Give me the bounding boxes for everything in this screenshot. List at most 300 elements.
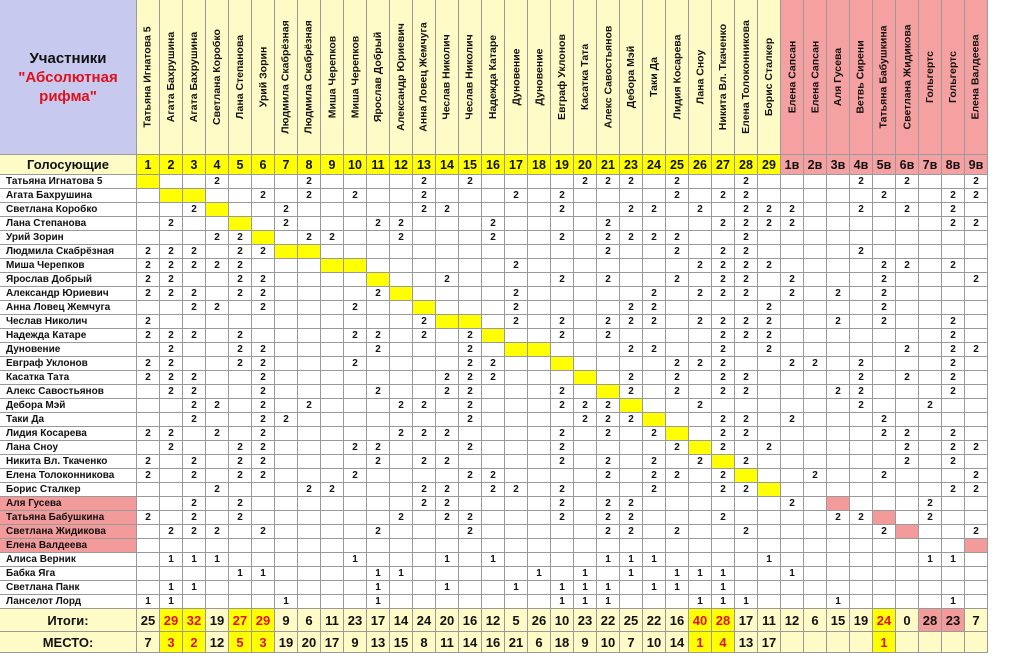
place-cell: 18 [551, 632, 574, 653]
vote-cell [666, 329, 689, 343]
vote-cell [459, 203, 482, 217]
total-cell: 19 [850, 609, 873, 632]
vote-cell [919, 259, 942, 273]
row-voter-name: Елена Толоконникова [0, 469, 137, 483]
vote-cell [804, 301, 827, 315]
vote-cell: 2 [229, 273, 252, 287]
vote-cell [965, 497, 988, 511]
vote-cell: 2 [781, 273, 804, 287]
place-cell [850, 632, 873, 653]
vote-cell: 1 [160, 581, 183, 595]
vote-cell [183, 217, 206, 231]
vote-cell: 2 [206, 259, 229, 273]
vote-cell [574, 441, 597, 455]
vote-cell [942, 399, 965, 413]
total-cell: 12 [482, 609, 505, 632]
vote-cell: 2 [183, 525, 206, 539]
vote-cell: 2 [712, 441, 735, 455]
vote-cell: 2 [712, 357, 735, 371]
vote-cell: 2 [597, 525, 620, 539]
vote-cell [873, 553, 896, 567]
vote-cell [275, 553, 298, 567]
column-header-name: Агата Бахрушина [188, 31, 200, 123]
vote-cell [689, 371, 712, 385]
vote-cell [137, 203, 160, 217]
total-cell: 12 [781, 609, 804, 632]
vote-cell [551, 567, 574, 581]
total-cell: 26 [528, 609, 551, 632]
vote-cell [850, 315, 873, 329]
vote-cell: 1 [160, 553, 183, 567]
total-cell: 23 [574, 609, 597, 632]
vote-cell [781, 469, 804, 483]
vote-cell [505, 567, 528, 581]
vote-cell [390, 525, 413, 539]
vote-cell [873, 399, 896, 413]
vote-cell [505, 329, 528, 343]
vote-cell [298, 287, 321, 301]
vote-cell: 2 [850, 385, 873, 399]
vote-cell: 2 [229, 497, 252, 511]
column-header-name: Татьяна Бабушкина [878, 25, 890, 129]
vote-cell [436, 469, 459, 483]
total-cell: 25 [137, 609, 160, 632]
vote-cell: 2 [689, 455, 712, 469]
vote-cell: 2 [781, 497, 804, 511]
vote-cell [666, 539, 689, 553]
vote-cell [620, 469, 643, 483]
vote-cell [781, 315, 804, 329]
vote-cell [551, 259, 574, 273]
vote-cell [597, 371, 620, 385]
vote-cell [459, 273, 482, 287]
vote-cell: 2 [850, 399, 873, 413]
vote-cell: 2 [896, 203, 919, 217]
vote-cell [321, 315, 344, 329]
vote-cell [919, 427, 942, 441]
vote-cell: 2 [896, 427, 919, 441]
row-voter-name: Надежда Катаре [0, 329, 137, 343]
vote-cell [206, 273, 229, 287]
vote-cell [505, 469, 528, 483]
total-cell: 16 [666, 609, 689, 632]
vote-cell [758, 245, 781, 259]
vote-cell [298, 469, 321, 483]
vote-cell [344, 273, 367, 287]
vote-cell [850, 273, 873, 287]
vote-cell: 2 [252, 399, 275, 413]
column-header-name: Ярослав Добрый [372, 31, 384, 123]
column-header [252, 0, 275, 155]
column-number: 17 [505, 155, 528, 175]
vote-cell [643, 273, 666, 287]
vote-cell [275, 259, 298, 273]
vote-cell: 2 [712, 273, 735, 287]
vote-cell: 2 [919, 511, 942, 525]
column-header-name: Татьяна Игнатова 5 [142, 26, 154, 128]
vote-cell [298, 497, 321, 511]
vote-cell: 2 [735, 245, 758, 259]
vote-cell [505, 511, 528, 525]
place-cell: 11 [436, 632, 459, 653]
vote-cell [551, 287, 574, 301]
vote-cell [229, 413, 252, 427]
column-header-name: Миша Черепков [326, 35, 339, 119]
vote-cell: 2 [827, 287, 850, 301]
vote-cell [804, 175, 827, 189]
column-header-name: Гольгертс [947, 50, 960, 104]
column-header [896, 0, 919, 155]
vote-cell [413, 581, 436, 595]
vote-cell: 2 [781, 203, 804, 217]
vote-cell [827, 455, 850, 469]
vote-cell [919, 175, 942, 189]
vote-cell [528, 441, 551, 455]
vote-cell [965, 567, 988, 581]
column-header [827, 0, 850, 155]
row-voter-name: Аля Гусева [0, 497, 137, 511]
vote-cell [137, 385, 160, 399]
vote-cell: 2 [597, 455, 620, 469]
vote-cell: 2 [436, 203, 459, 217]
vote-cell [666, 343, 689, 357]
vote-cell [873, 483, 896, 497]
vote-cell [758, 469, 781, 483]
vote-cell [965, 371, 988, 385]
vote-cell: 2 [275, 203, 298, 217]
vote-cell [160, 483, 183, 497]
vote-cell: 2 [735, 329, 758, 343]
vote-cell: 2 [850, 511, 873, 525]
column-header [321, 0, 344, 155]
vote-cell [505, 427, 528, 441]
vote-cell [505, 497, 528, 511]
vote-cell [321, 273, 344, 287]
vote-cell: 2 [137, 357, 160, 371]
vote-cell: 2 [367, 217, 390, 231]
vote-cell: 2 [620, 511, 643, 525]
vote-cell: 2 [597, 413, 620, 427]
vote-cell [413, 567, 436, 581]
vote-cell [321, 357, 344, 371]
vote-cell [137, 413, 160, 427]
vote-cell [850, 525, 873, 539]
vote-cell: 1 [689, 595, 712, 609]
vote-cell [620, 259, 643, 273]
vote-cell [344, 455, 367, 469]
vote-cell: 2 [252, 455, 275, 469]
vote-cell [367, 371, 390, 385]
vote-cell [666, 315, 689, 329]
vote-cell [367, 511, 390, 525]
vote-cell: 2 [643, 231, 666, 245]
total-cell: 32 [183, 609, 206, 632]
vote-cell: 2 [252, 357, 275, 371]
vote-cell [804, 497, 827, 511]
vote-cell: 2 [873, 301, 896, 315]
vote-cell [505, 455, 528, 469]
vote-cell [528, 483, 551, 497]
vote-cell: 2 [505, 287, 528, 301]
vote-cell [206, 287, 229, 301]
vote-cell: 2 [252, 427, 275, 441]
total-cell: 20 [436, 609, 459, 632]
vote-cell [528, 343, 551, 357]
vote-cell [735, 497, 758, 511]
vote-cell [896, 553, 919, 567]
vote-cell [482, 441, 505, 455]
column-number: 29 [758, 155, 781, 175]
vote-cell: 2 [758, 343, 781, 357]
place-cell: 16 [482, 632, 505, 653]
vote-cell: 2 [206, 483, 229, 497]
place-cell: 19 [275, 632, 298, 653]
vote-cell: 2 [965, 525, 988, 539]
vote-cell [367, 273, 390, 287]
vote-cell [827, 343, 850, 357]
vote-cell [827, 581, 850, 595]
vote-cell [919, 357, 942, 371]
vote-cell: 2 [643, 469, 666, 483]
row-voter-name: Александр Юриевич [0, 287, 137, 301]
vote-cell [206, 497, 229, 511]
vote-cell [666, 287, 689, 301]
column-header [482, 0, 505, 155]
vote-cell [758, 525, 781, 539]
vote-cell [505, 399, 528, 413]
vote-cell [804, 595, 827, 609]
column-number: 4в [850, 155, 873, 175]
vote-cell [528, 595, 551, 609]
vote-cell [528, 511, 551, 525]
vote-cell [758, 189, 781, 203]
vote-cell [942, 301, 965, 315]
vote-cell [689, 217, 712, 231]
vote-cell: 2 [252, 245, 275, 259]
vote-cell [298, 245, 321, 259]
total-cell: 0 [896, 609, 919, 632]
vote-cell [528, 329, 551, 343]
vote-cell [275, 245, 298, 259]
vote-cell: 1 [551, 595, 574, 609]
vote-cell [344, 287, 367, 301]
vote-cell [873, 595, 896, 609]
vote-cell: 2 [160, 329, 183, 343]
vote-cell [252, 483, 275, 497]
vote-cell [160, 469, 183, 483]
vote-cell: 2 [942, 441, 965, 455]
vote-cell [252, 315, 275, 329]
vote-cell [827, 469, 850, 483]
column-header-name: Лана Сноу [694, 49, 707, 105]
vote-cell: 2 [896, 441, 919, 455]
row-voter-name: Лидия Косарева [0, 427, 137, 441]
place-cell: 17 [758, 632, 781, 653]
row-voter-name: Светлана Коробко [0, 203, 137, 217]
vote-cell: 1 [597, 581, 620, 595]
column-number: 21 [597, 155, 620, 175]
vote-cell [919, 595, 942, 609]
vote-cell: 2 [183, 259, 206, 273]
vote-cell [344, 581, 367, 595]
vote-cell [482, 539, 505, 553]
vote-cell: 1 [436, 553, 459, 567]
vote-cell [505, 273, 528, 287]
vote-cell [229, 553, 252, 567]
vote-cell [873, 245, 896, 259]
vote-cell [965, 427, 988, 441]
column-number: 27 [712, 155, 735, 175]
vote-cell [781, 301, 804, 315]
vote-cell: 2 [896, 175, 919, 189]
column-number: 13 [413, 155, 436, 175]
vote-cell [528, 217, 551, 231]
place-cell [781, 632, 804, 653]
vote-cell: 2 [390, 217, 413, 231]
vote-cell: 2 [689, 399, 712, 413]
vote-cell [229, 399, 252, 413]
vote-cell: 2 [735, 175, 758, 189]
column-number: 7 [275, 155, 298, 175]
row-voter-name: Людмила Скабрёзная [0, 245, 137, 259]
vote-cell: 2 [551, 497, 574, 511]
vote-cell: 2 [551, 315, 574, 329]
vote-cell [735, 301, 758, 315]
vote-cell: 2 [459, 441, 482, 455]
vote-cell [413, 371, 436, 385]
vote-cell [965, 385, 988, 399]
vote-cell [482, 511, 505, 525]
vote-cell [919, 567, 942, 581]
vote-cell [804, 259, 827, 273]
column-header [712, 0, 735, 155]
vote-cell [528, 427, 551, 441]
vote-cell: 2 [781, 217, 804, 231]
vote-cell [827, 357, 850, 371]
vote-cell [896, 497, 919, 511]
vote-cell [643, 217, 666, 231]
vote-cell: 2 [873, 189, 896, 203]
vote-cell: 2 [666, 441, 689, 455]
vote-cell [344, 539, 367, 553]
total-cell: 17 [367, 609, 390, 632]
column-number: 23 [620, 155, 643, 175]
column-number: 1в [781, 155, 804, 175]
vote-cell [551, 245, 574, 259]
vote-cell: 2 [436, 497, 459, 511]
vote-cell [206, 455, 229, 469]
vote-cell [275, 301, 298, 315]
vote-cell [459, 455, 482, 469]
vote-cell [367, 315, 390, 329]
vote-cell [896, 525, 919, 539]
column-number: 11 [367, 155, 390, 175]
vote-cell [367, 413, 390, 427]
column-number: 3 [183, 155, 206, 175]
vote-cell [919, 329, 942, 343]
vote-cell [344, 511, 367, 525]
row-voter-name: Урий Зорин [0, 231, 137, 245]
vote-cell [965, 259, 988, 273]
column-header-name: Борис Сталкер [763, 37, 775, 117]
vote-cell [551, 217, 574, 231]
vote-cell: 2 [712, 511, 735, 525]
vote-cell [390, 203, 413, 217]
vote-cell [390, 175, 413, 189]
total-cell: 29 [160, 609, 183, 632]
vote-cell [390, 315, 413, 329]
vote-cell [344, 175, 367, 189]
total-cell: 7 [965, 609, 988, 632]
vote-cell [804, 217, 827, 231]
total-cell: 27 [229, 609, 252, 632]
vote-cell: 2 [436, 371, 459, 385]
vote-cell: 2 [942, 189, 965, 203]
vote-cell [666, 413, 689, 427]
total-cell: 9 [275, 609, 298, 632]
vote-cell [827, 525, 850, 539]
vote-cell [183, 231, 206, 245]
total-cell: 22 [597, 609, 620, 632]
vote-cell [942, 287, 965, 301]
vote-cell [781, 329, 804, 343]
vote-cell: 2 [643, 483, 666, 497]
vote-cell: 2 [229, 259, 252, 273]
vote-cell: 2 [643, 427, 666, 441]
vote-cell [850, 287, 873, 301]
vote-cell [275, 231, 298, 245]
column-header-name: Урий Зорин [257, 46, 270, 108]
vote-cell [252, 259, 275, 273]
vote-cell: 2 [367, 287, 390, 301]
vote-cell [206, 469, 229, 483]
vote-cell: 2 [413, 315, 436, 329]
vote-cell [827, 413, 850, 427]
row-voter-name: Алекс Савостьянов [0, 385, 137, 399]
vote-cell [390, 259, 413, 273]
vote-cell [137, 497, 160, 511]
column-header-name: Чеслав Николич [464, 34, 477, 120]
vote-cell: 2 [482, 469, 505, 483]
vote-cell: 2 [735, 427, 758, 441]
vote-cell [666, 217, 689, 231]
vote-cell [298, 217, 321, 231]
vote-cell: 2 [505, 301, 528, 315]
vote-cell: 2 [896, 455, 919, 469]
vote-cell: 2 [275, 217, 298, 231]
vote-cell [850, 301, 873, 315]
vote-cell [206, 245, 229, 259]
vote-cell: 2 [137, 315, 160, 329]
vote-cell [850, 469, 873, 483]
vote-cell [919, 455, 942, 469]
vote-cell [459, 497, 482, 511]
vote-cell: 2 [942, 329, 965, 343]
vote-cell: 2 [275, 413, 298, 427]
vote-cell [482, 259, 505, 273]
vote-cell [390, 189, 413, 203]
vote-cell [367, 259, 390, 273]
vote-cell: 2 [850, 371, 873, 385]
column-header-name: Дуновение [533, 48, 545, 106]
column-header-name: Елена Сапсан [809, 40, 822, 114]
vote-cell [758, 231, 781, 245]
vote-cell [712, 175, 735, 189]
vote-cell: 2 [137, 455, 160, 469]
total-cell: 11 [758, 609, 781, 632]
vote-cell: 2 [965, 469, 988, 483]
vote-cell [183, 427, 206, 441]
